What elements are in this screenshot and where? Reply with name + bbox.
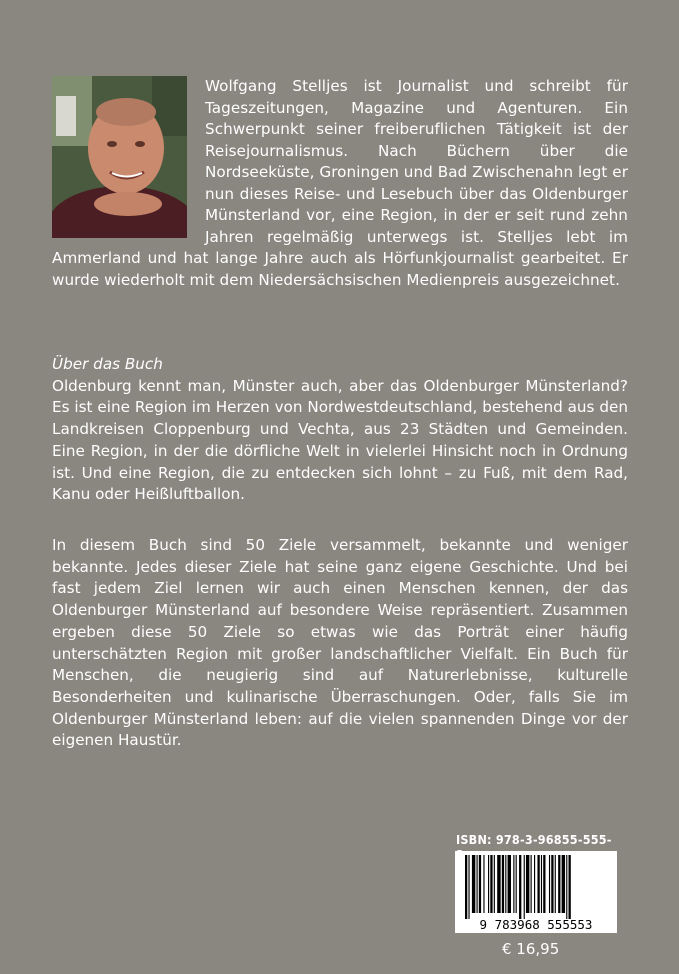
barcode-bar	[541, 855, 542, 913]
barcode-bar	[513, 855, 514, 913]
barcode-bar	[483, 855, 484, 913]
barcode-bar	[508, 855, 511, 913]
barcode-bars	[455, 851, 617, 933]
barcode-bar	[569, 855, 571, 919]
barcode-bar	[549, 855, 550, 913]
barcode-bar	[494, 855, 495, 913]
barcode-bar	[502, 855, 504, 913]
barcode-bar	[519, 855, 521, 919]
barcode-bar	[524, 855, 525, 919]
about-book-section	[52, 354, 628, 506]
barcode-bar	[468, 855, 469, 919]
barcode-digits: 9 783968 555553	[479, 917, 593, 932]
author-bio-text: Wolfgang Stelljes ist Journalist und schreibt für Tageszeitungen, Magazine und Agenturen. Ein Schwerpunkt seiner freiberuflichen Tätigkeit ist der Reisejournalismus. Nach Büchern über die Nordseeküste, Groningen und Bad Zwischenahn legt er nun dieses Reise- und Lesebuch über das Oldenburger Münsterland vor, eine Region, in der er seit rund zehn Jahren regelmäßig unterwegs ist. Stelljes lebt im Ammerland und hat lange Jahre auch als Hörfunkjournalist gearbeitet. Er wurde wiederholt mit dem Niedersächsischen Medienpreis ausgezeichnet.	[52, 77, 628, 289]
barcode-bar	[479, 855, 481, 913]
barcode-bar	[472, 855, 475, 913]
barcode-bar	[555, 855, 556, 913]
barcode-bar	[505, 855, 506, 913]
barcode-bar	[490, 855, 492, 913]
barcode-bar	[537, 855, 539, 913]
about-book-title: Über das Buch	[52, 355, 163, 373]
barcode-bar	[531, 855, 532, 913]
about-book-paragraph-1: Oldenburg kennt man, Münster auch, aber das Oldenburger Münsterland? Es ist eine Region im Herzen von Nordwestdeutschland, bestehend aus den Landkreisen Cloppenburg und Vechta, aus 23 Städten und Gemeinden. Eine Region, in der die dörfliche Welt in vielerlei Hinsicht noch in Ordnung ist. Und eine Region, die zu entdecken sich lohnt – zu Fuß, mit dem Rad, Kanu oder Heißluftballon.	[52, 376, 628, 504]
author-bio	[52, 76, 628, 291]
author-portrait-image	[52, 76, 187, 238]
barcode-bar	[488, 855, 489, 913]
barcode-bar	[516, 855, 517, 913]
barcode-bar	[477, 855, 478, 913]
barcode	[455, 851, 617, 933]
barcode-bar	[566, 855, 567, 919]
barcode-bar	[526, 855, 529, 913]
barcode-bar	[562, 855, 565, 913]
barcode-bar	[534, 855, 535, 913]
barcode-bar	[497, 855, 500, 913]
isbn-label: ISBN: 978-3-96855-555-	[456, 832, 612, 847]
author-photo	[52, 76, 187, 238]
barcode-bar	[543, 855, 545, 913]
price: € 16,95	[502, 940, 560, 958]
barcode-bar	[558, 855, 560, 913]
barcode-bar	[465, 855, 467, 919]
barcode-bar	[551, 855, 553, 913]
about-book-paragraph-2: In diesem Buch sind 50 Ziele versammelt, bekannte und weniger bekannte. Jedes dieser Ziele hat seine ganz eigene Geschichte. Und bei fast jedem Ziel lernen wir auch einen Menschen kennen, der das Oldenburger Münsterland auf besondere Weise repräsentiert. Zusammen ergeben diese 50 Ziele so etwas wie das Porträt einer häufig unterschätzten Region mit großer landschaftlicher Vielfalt. Ein Buch für Menschen, die neugierig sind auf Naturerlebnisse, kulturelle Besonderheiten und kulinarische Überraschungen. Oder, falls Sie im Oldenburger Münsterland leben: auf die vielen spannenden Dinge vor der eigenen Haustür.	[52, 536, 628, 750]
